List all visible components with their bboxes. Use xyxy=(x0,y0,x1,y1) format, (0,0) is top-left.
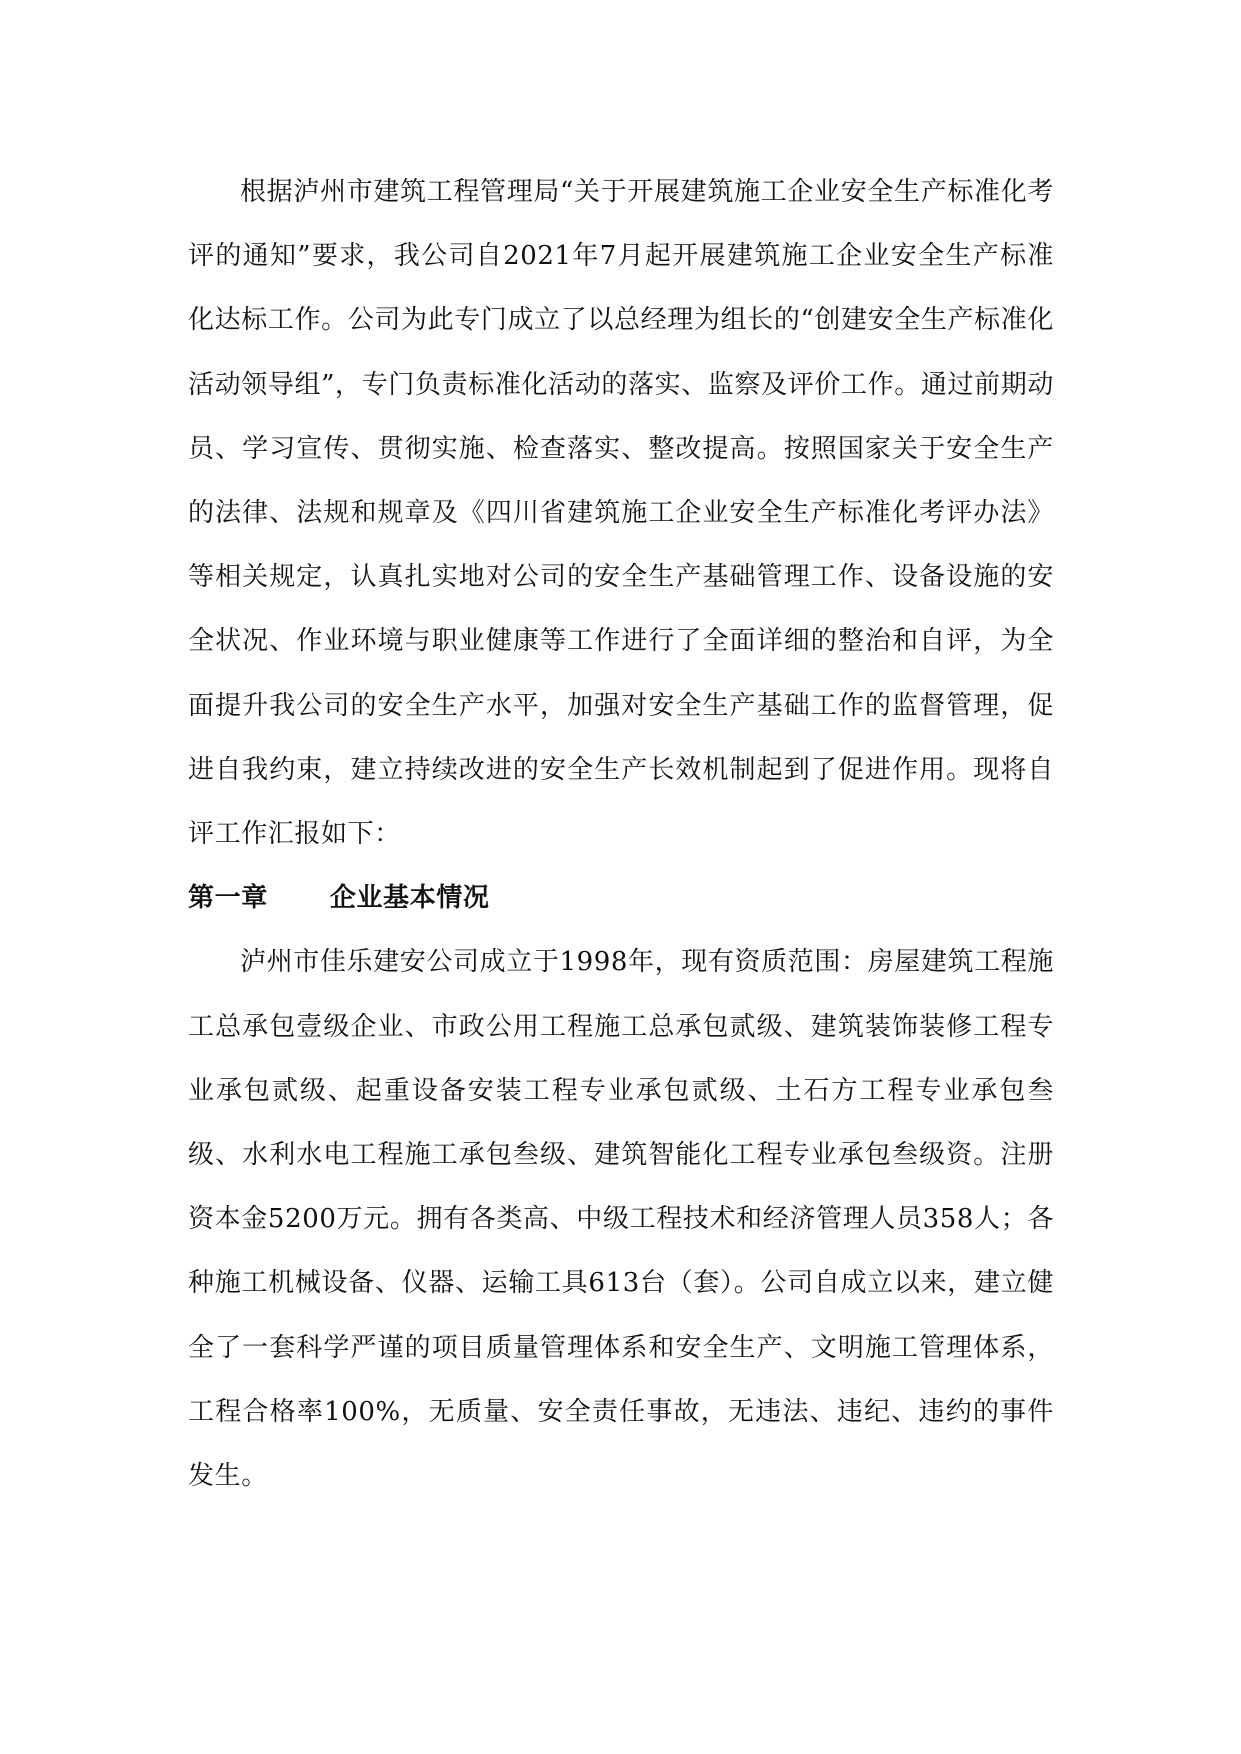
document-body xyxy=(188,160,1054,1508)
company-overview-paragraph: 泸州市佳乐建安公司成立于1998年，现有资质范围：房屋建筑工程施工总承包壹级企业、市政公用工程施工总承包贰级、建筑装饰装修工程专业承包贰级、起重设备安装工程专业承包贰级、土石方工程专业承包叁级、水利水电工程施工承包叁级、建筑智能化工程专业承包叁级资。注册资本金5200万元。拥有各类高、中级工程技术和经济管理人员358人；各种施工机械设备、仪器、运输工具613台（套）。公司自成立以来，建立健全了一套科学严谨的项目质量管理体系和安全生产、文明施工管理体系，工程合格率100%，无质量、安全责任事故，无违法、违纪、违约的事件发生。 xyxy=(188,947,1054,1492)
intro-paragraph: 根据泸州市建筑工程管理局“关于开展建筑施工企业安全生产标准化考评的通知”要求，我公司自2021年7月起开展建筑施工企业安全生产标准化达标工作。公司为此专门成立了以总经理为组长的“创建安全生产标准化活动领导组”，专门负责标准化活动的落实、监察及评价工作。通过前期动员、学习宣传、贯彻实施、检查落实、整改提高。按照国家关于安全生产的法律、法规和规章及《四川省建筑施工企业安全生产标准化考评办法》等相关规定，认真扎实地对公司的安全生产基础管理工作、设备设施的安全状况、作业环境与职业健康等工作进行了全面详细的整治和自评，为全面提升我公司的安全生产水平，加强对安全生产基础工作的监督管理，促进自我约束，建立持续改进的安全生产长效机制起到了促进作用。现将自评工作汇报如下： xyxy=(188,177,1054,850)
chapter-heading xyxy=(188,866,1054,930)
chapter-title: 企业基本情况 xyxy=(329,883,490,914)
chapter-number: 第一章 xyxy=(188,883,268,914)
